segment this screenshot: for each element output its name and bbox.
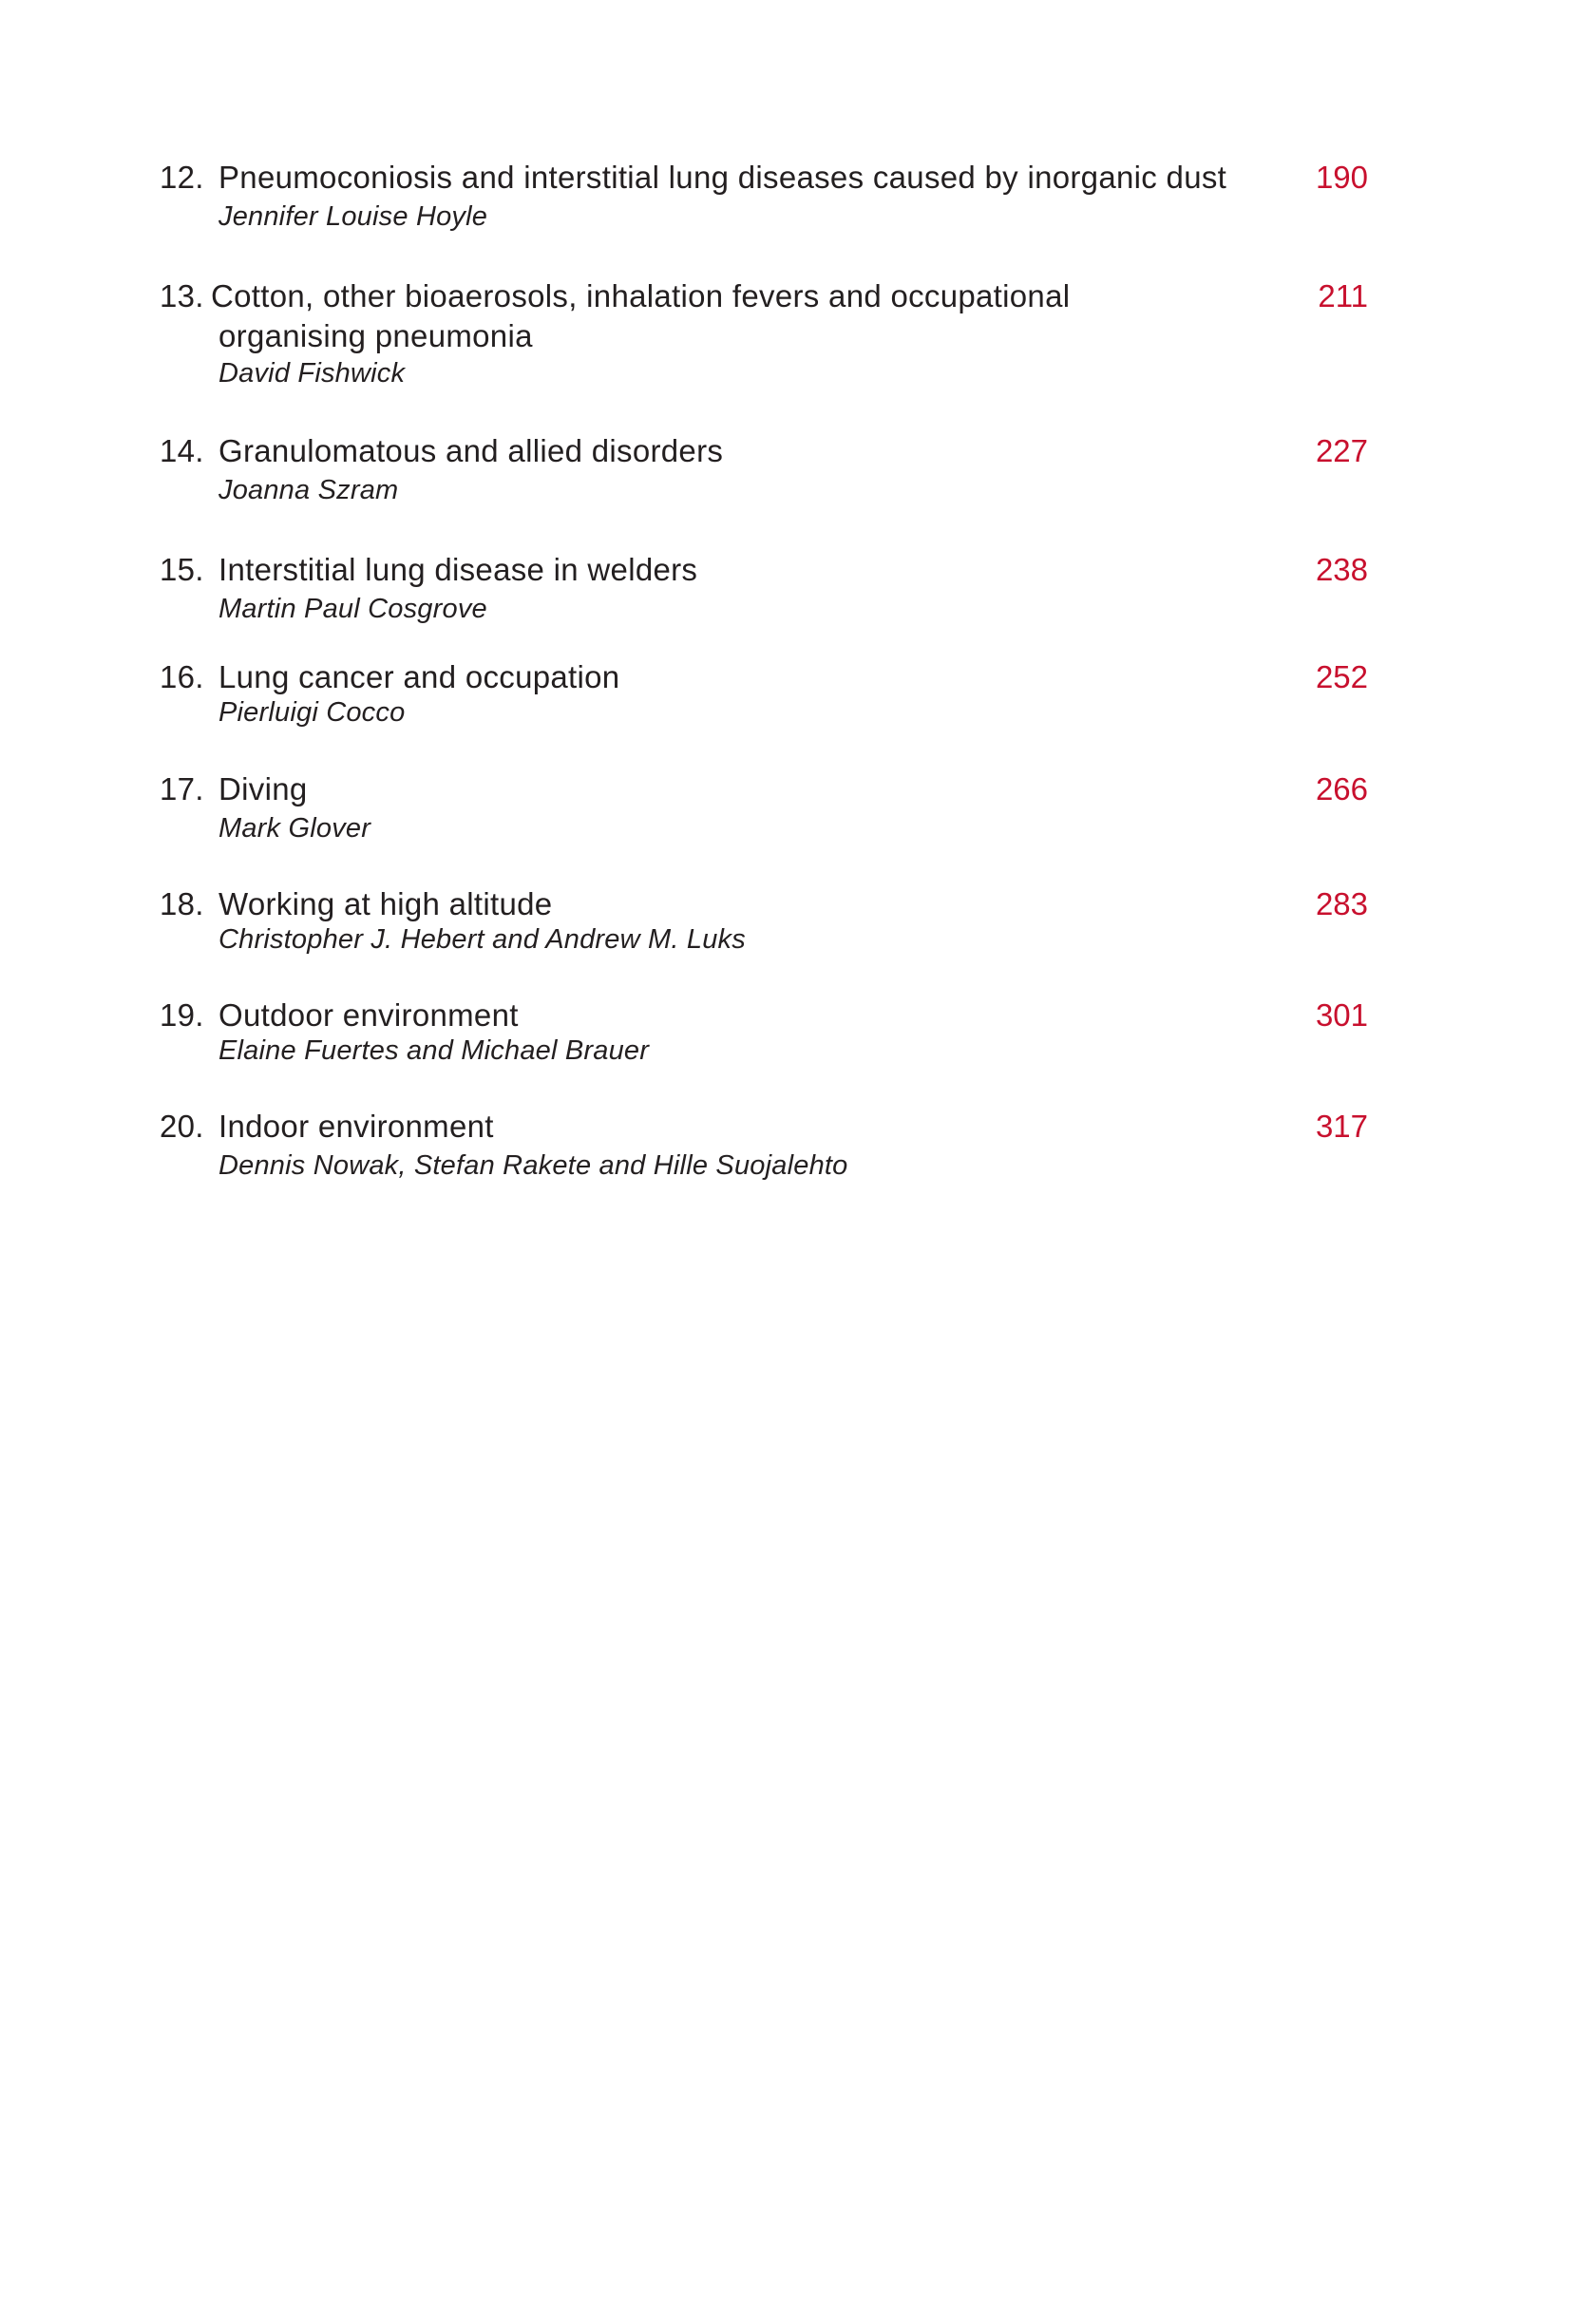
chapter-number: 17. [160,771,204,806]
page-number: 317 [1315,1109,1368,1144]
page-number: 190 [1315,160,1368,195]
chapter-number: 12. [160,160,204,195]
chapter-author: Elaine Fuertes and Michael Brauer [218,1035,650,1066]
chapter-number: 15. [160,552,204,587]
chapter-author: Martin Paul Cosgrove [218,594,487,624]
chapter-number: 16. [160,659,204,694]
chapter-title: Working at high altitude [218,886,553,921]
chapter-title: Outdoor environment [218,997,519,1033]
chapter-author: Mark Glover [218,813,371,844]
page-number: 252 [1315,659,1368,694]
chapter-number: 18. [160,886,204,921]
chapter-title-line-1: Cotton, other bioaerosols, inhalation fevers and occupational [211,278,1071,313]
chapter-title-line-2: organising pneumonia [218,318,533,353]
chapter-title: Lung cancer and occupation [218,659,620,694]
page-number: 238 [1315,552,1368,587]
chapter-number: 19. [160,997,204,1033]
chapter-number: 14. [160,433,204,468]
page-number: 301 [1315,997,1368,1033]
page-number: 266 [1315,771,1368,806]
chapter-author: David Fishwick [218,358,406,389]
chapter-author: Christopher J. Hebert and Andrew M. Luks [218,924,746,955]
chapter-title: Pneumoconiosis and interstitial lung diseases caused by inorganic dust [218,160,1227,195]
chapter-title: Indoor environment [218,1109,494,1144]
chapter-author: Jennifer Louise Hoyle [218,201,488,232]
page-number: 211 [1318,278,1368,313]
page-number: 227 [1315,433,1368,468]
chapter-title [211,276,1275,356]
chapter-number: 20. [160,1109,204,1144]
chapter-number: 13. [160,278,204,313]
chapter-title: Diving [218,771,308,806]
chapter-title: Interstitial lung disease in welders [218,552,698,587]
page-number: 283 [1315,886,1368,921]
chapter-title: Granulomatous and allied disorders [218,433,724,468]
chapter-author: Dennis Nowak, Stefan Rakete and Hille Suojalehto [218,1150,848,1181]
chapter-author: Pierluigi Cocco [218,697,406,728]
chapter-author: Joanna Szram [218,475,399,505]
